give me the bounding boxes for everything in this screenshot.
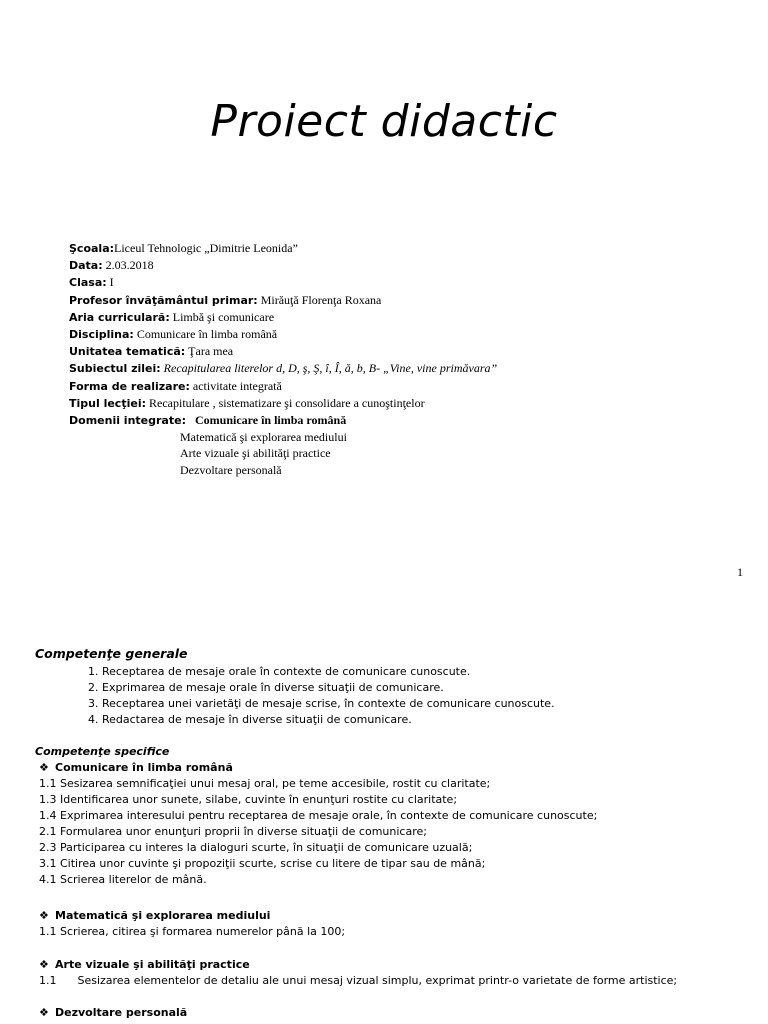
section-heading: ❖ Dezvoltare personală: [39, 1006, 188, 1019]
section-heading: ❖ Arte vizuale şi abilităţi practice: [39, 958, 250, 971]
list-item: 2.3 Participarea cu interes la dialoguri scurte, în situaţii de comunicare uzuală;: [39, 841, 473, 854]
list-item: 2.1 Formularea unor enunţuri proprii în diverse situaţii de comunicare;: [39, 825, 427, 838]
meta-unitatea: Unitatea tematică: Ţara mea: [69, 344, 234, 359]
section-matematica: [39, 908, 345, 940]
domeniu-item: Matematică şi explorarea mediului: [180, 430, 347, 445]
domeniu-item: Dezvoltare personală: [180, 462, 282, 477]
meta-scoala: Şcoala:Liceul Tehnologic „Dimitrie Leonida”: [69, 241, 298, 255]
section-heading: ❖ Matematică şi explorarea mediului: [39, 909, 271, 922]
meta-forma: Forma de realizare: activitate integrată: [69, 378, 282, 393]
list-item: 1.1 Sesizarea semnificaţiei unui mesaj oral, pe teme accesibile, rostit cu claritate;: [39, 777, 491, 790]
list-item: 3.1 Citirea unor cuvinte şi propoziţii scurte, scrise cu litere de tipar sau de mână;: [39, 857, 486, 870]
lesson-metadata: [69, 240, 729, 478]
section-comunicare: [39, 760, 597, 888]
meta-disciplina: Disciplina: Comunicare în limba română: [69, 327, 278, 342]
list-item: 4. Redactarea de mesaje în diverse situaţii de comunicare.: [88, 713, 412, 726]
meta-subiectul: Subiectul zilei: Recapitularea literelor d, D, ş, Ş, î, Î, ă, b, B- „Vine, vine primăvara”: [69, 361, 498, 376]
list-item: 1.3 Identificarea unor sunete, silabe, cuvinte în enunţuri rostite cu claritate;: [39, 793, 458, 806]
meta-profesor: Profesor învăţământul primar: Mirăuţă Florenţa Roxana: [69, 292, 382, 307]
list-item: 1.1 Scrierea, citirea şi formarea numerelor până la 100;: [39, 925, 346, 938]
list-item: 4.1 Scrierea literelor de mână.: [39, 873, 207, 886]
list-item: 1.1 Sesizarea elementelor de detaliu ale unui mesaj vizual simplu, exprimat printr-o varietate de forme artistice;: [39, 974, 678, 987]
page-number: 1: [737, 565, 743, 579]
list-item: 1.4 Exprimarea interesului pentru receptarea de mesaje orale, în contexte de comunicare cunoscute;: [39, 809, 598, 822]
list-item: 1. Receptarea de mesaje orale în contexte de comunicare cunoscute.: [88, 665, 471, 678]
section-arte: [39, 957, 677, 989]
meta-aria: Aria curriculară: Limbă şi comunicare: [69, 309, 275, 324]
section-heading: ❖ Comunicare în limba română: [39, 761, 233, 774]
diamond-bullet-icon: ❖: [39, 1006, 49, 1019]
meta-clasa: Clasa: I: [69, 275, 114, 290]
diamond-bullet-icon: ❖: [39, 958, 49, 971]
competente-generale-list: [88, 664, 555, 728]
domeniu-item: Arte vizuale şi abilităţi practice: [180, 446, 331, 461]
diamond-bullet-icon: ❖: [39, 761, 49, 774]
section-dezvoltare: [39, 1005, 187, 1021]
document-title: Proiect didactic: [210, 96, 558, 147]
meta-domenii: Domenii integrate: Comunicare în limba română: [69, 413, 347, 428]
meta-data: Data: 2.03.2018: [69, 258, 154, 273]
list-item: 2. Exprimarea de mesaje orale în diverse situaţii de comunicare.: [88, 681, 444, 694]
diamond-bullet-icon: ❖: [39, 909, 49, 922]
competente-generale-heading: Competenţe generale: [35, 646, 188, 661]
competente-specifice-heading: Competenţe specifice: [35, 745, 170, 758]
meta-tipul: Tipul lecţiei: Recapitulare , sistematizare şi consolidare a cunoştinţelor: [69, 395, 425, 410]
list-item: 3. Receptarea unei varietăţi de mesaje scrise, în contexte de comunicare cunoscute.: [88, 697, 555, 710]
